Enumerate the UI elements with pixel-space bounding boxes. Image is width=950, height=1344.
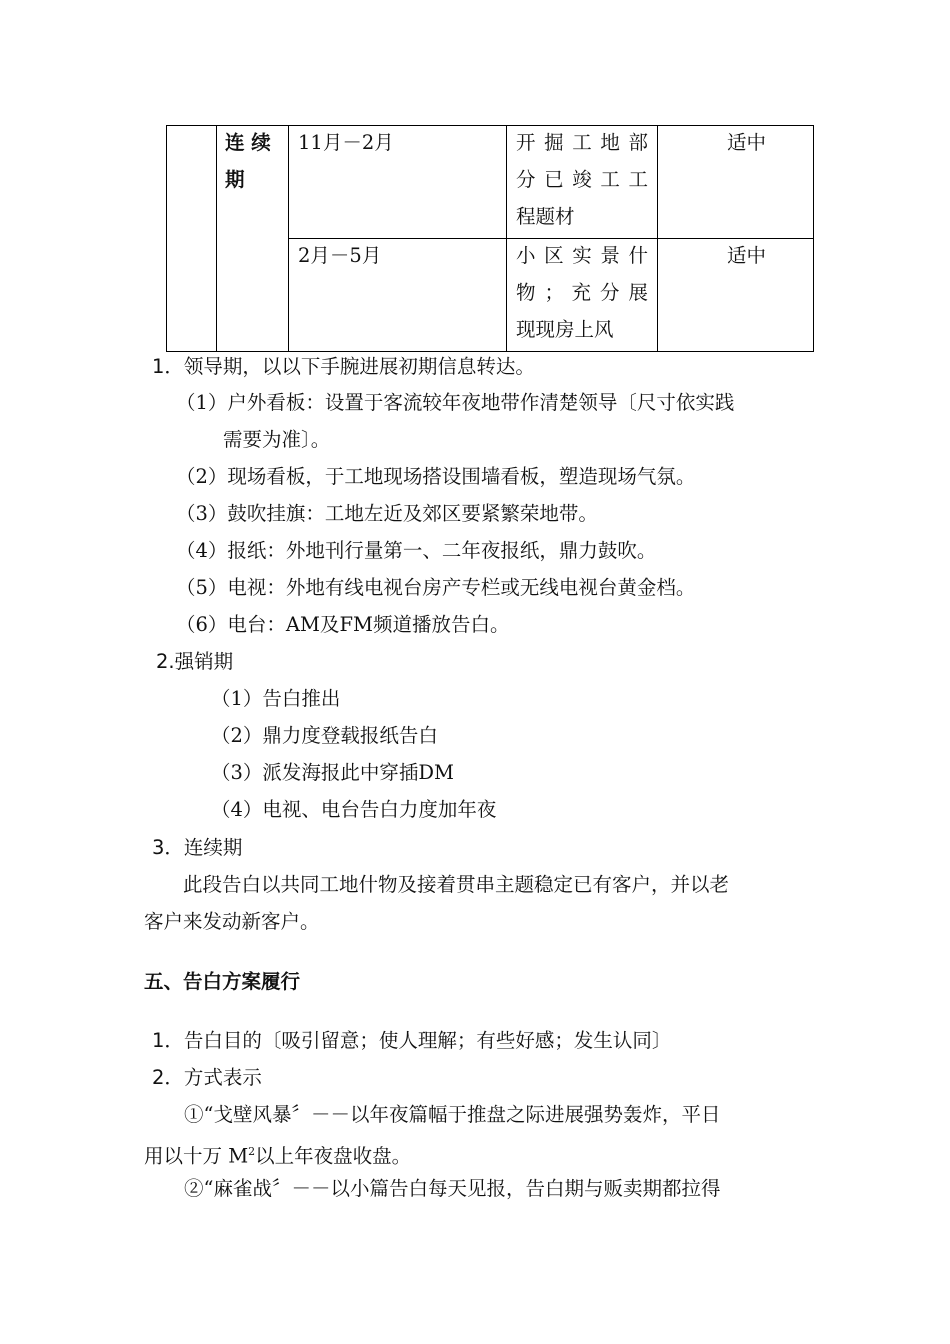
section-heading: 2.强销期 — [156, 650, 234, 673]
section-heading: 1．领导期，以以下手腕进展初期信息转达。 — [152, 355, 535, 378]
table-level-cell: 适中 — [727, 131, 767, 154]
table-content-cell — [516, 124, 648, 235]
table-phase-cell — [225, 124, 271, 198]
table-content-line: 程题材 — [516, 205, 575, 228]
list-item: （3）鼓吹挂旗：工地左近及郊区要紧繁荣地带。 — [176, 502, 598, 525]
paragraph-line: 此段告白以共同工地什物及接着贯串主题稳定已有客户，并以老 — [183, 873, 730, 896]
table-content-line: 开 掘 工 地 部 — [516, 131, 648, 154]
table-period-cell: 11月－2月 — [298, 131, 394, 154]
schedule-table — [166, 125, 814, 352]
table-content-line: 分 已 竣 工 工 — [516, 168, 648, 191]
table-content-line: 小 区 实 景 什 — [516, 244, 648, 267]
paragraph-text: 用以十万 M — [144, 1144, 249, 1168]
table-phase-line: 期 — [225, 168, 245, 191]
list-item: 1．告白目的〔吸引留意；使人理解；有些好感；发生认同〕 — [152, 1029, 672, 1052]
paragraph-line — [144, 1138, 411, 1171]
list-item: （2）现场看板，于工地现场搭设围墙看板，塑造现场气氛。 — [176, 465, 696, 488]
list-item: （5）电视：外地有线电视台房产专栏或无线电视台黄金档。 — [176, 576, 696, 599]
paragraph-line: 客户来发动新客户。 — [144, 910, 320, 933]
table-level-cell: 适中 — [727, 244, 767, 267]
list-item: （1）告白推出 — [211, 687, 341, 710]
table-divider — [216, 126, 217, 351]
table-content-line: 现现房上风 — [516, 318, 614, 341]
list-item: （4）报纸：外地刊行量第一、二年夜报纸，鼎力鼓吹。 — [176, 539, 657, 562]
paragraph-line: ②“麻雀战〞－－以小篇告白每天见报，告白期与贩卖期都拉得 — [184, 1177, 721, 1200]
list-item: 需要为准〕。 — [223, 428, 331, 451]
table-period-cell: 2月－5月 — [298, 244, 382, 267]
superscript: 2 — [248, 1145, 256, 1158]
chapter-title: 五、告白方案履行 — [144, 970, 301, 993]
list-item: （4）电视、电台告白力度加年夜 — [211, 798, 497, 821]
table-phase-line: 连 续 — [225, 131, 271, 154]
section-heading: 3．连续期 — [152, 836, 243, 859]
list-item: 2．方式表示 — [152, 1066, 262, 1089]
table-content-line: 物 ； 充 分 展 — [516, 281, 648, 304]
list-item: （2）鼎力度登载报纸告白 — [211, 724, 438, 747]
paragraph-text: 以上年夜盘收盘。 — [255, 1144, 412, 1168]
paragraph-line: ①“戈壁风暴〞－－以年夜篇幅于推盘之际进展强势轰炸，平日 — [184, 1103, 721, 1126]
list-item: （3）派发海报此中穿插DM — [211, 761, 455, 784]
list-item: （1）户外看板：设置于客流较年夜地带作清楚领导〔尺寸依实践 — [176, 391, 735, 414]
table-content-cell — [516, 237, 648, 348]
list-item: （6）电台：AM及FM频道播放告白。 — [176, 613, 510, 636]
